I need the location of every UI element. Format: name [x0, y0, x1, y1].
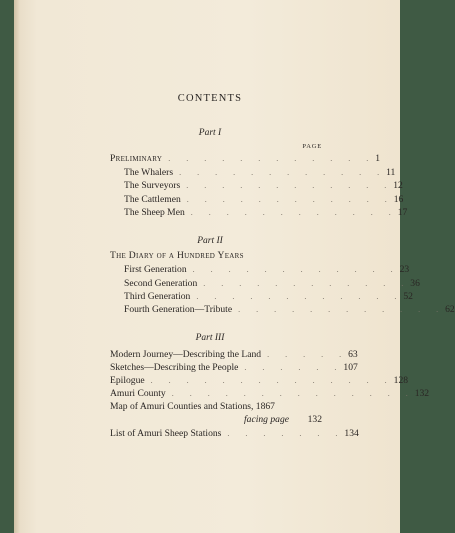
toc-entry-page: 128: [393, 375, 409, 386]
toc-entry-label: Fourth Generation—Tribute: [124, 304, 233, 315]
toc-entry: [124, 180, 403, 192]
toc-entry-label: The Surveyors: [124, 180, 181, 191]
toc-entry: [124, 304, 455, 316]
toc-entry-label: The Whalers: [124, 167, 174, 178]
toc-entry-page: 36: [410, 278, 420, 289]
part-heading: Part I: [198, 128, 222, 138]
toc-entry: [110, 153, 380, 165]
toc-entry-page: 11: [386, 167, 396, 178]
book-page: [14, 0, 455, 533]
page-column-header: PAGE: [302, 143, 322, 150]
toc-entry: [110, 362, 358, 374]
toc-entry-label: Epilogue: [110, 375, 145, 386]
toc-entry: [110, 388, 430, 400]
toc-entry: [124, 167, 396, 179]
toc-entry-label: Amuri County: [110, 388, 166, 399]
contents-page: [14, 0, 455, 533]
toc-entry: [124, 291, 413, 303]
toc-entry: [124, 207, 408, 219]
toc-entry-page: 132: [414, 388, 430, 399]
leader-dots: . . . . . . . . . . . .: [192, 265, 400, 274]
leader-dots: . . . . . . . . . . . . . .: [150, 376, 394, 385]
contents-title: CONTENTS: [177, 93, 243, 104]
toc-entry-label: Third Generation: [124, 291, 191, 302]
leader-dots: . . . . . . . . . . . .: [168, 154, 376, 163]
toc-entry-label: Preliminary: [110, 153, 163, 164]
toc-entry-label: List of Amuri Sheep Stations: [110, 428, 222, 439]
toc-entry-facing: [244, 414, 322, 426]
toc-entry-label: The Cattlemen: [124, 194, 181, 205]
toc-entry-label: Map of Amuri Counties and Stations, 1867: [110, 401, 275, 412]
leader-dots: . . . . . . . . . . . .: [186, 195, 394, 204]
toc-entry-page: 63: [348, 349, 358, 360]
leader-dots: . . . . . . . . . . . .: [196, 292, 404, 301]
leader-dots: . . . . . .: [244, 363, 344, 372]
toc-entry-page: 62: [445, 304, 455, 315]
leader-dots: . . . . . . . . . . . .: [203, 279, 411, 288]
leader-dots: . . . . . . . . . . . .: [190, 208, 398, 217]
toc-entry: [110, 375, 409, 387]
toc-entry-label: Second Generation: [124, 278, 198, 289]
toc-entry-label: Sketches—Describing the People: [110, 362, 239, 373]
toc-entry-label: Modern Journey—Describing the Land: [110, 349, 262, 360]
toc-entry-page: 132: [307, 414, 322, 425]
leader-dots: . . . . . . . . . . . .: [186, 181, 394, 190]
toc-entry-page: 12: [393, 180, 403, 191]
leader-dots: . . . . . . . . . . . .: [179, 168, 387, 177]
toc-entry-label: First Generation: [124, 264, 187, 275]
toc-entry-page: 134: [344, 428, 359, 439]
toc-entry-page: 16: [393, 194, 404, 205]
toc-entry: [124, 278, 420, 290]
part-heading: Part III: [195, 333, 225, 343]
part-heading: Part II: [197, 236, 223, 246]
toc-entry-label: The Sheep Men: [124, 207, 185, 218]
toc-entry: [110, 401, 322, 413]
toc-entry: [124, 264, 410, 276]
toc-entry-page: 23: [399, 264, 410, 275]
toc-entry-page: 52: [403, 291, 413, 302]
leader-dots: . . . . .: [267, 350, 349, 359]
toc-entry: [110, 250, 322, 262]
toc-entry-page: 1: [375, 153, 380, 164]
leader-dots: . . . . . . .: [227, 429, 345, 438]
toc-entry-label: The Diary of a Hundred Years: [110, 250, 244, 261]
toc-entry-page: 107: [343, 362, 358, 373]
toc-entry-label: facing page: [244, 414, 290, 425]
toc-entry: [110, 428, 359, 440]
leader-dots: . . . . . . . . . . . . . .: [171, 389, 415, 398]
toc-entry: [124, 194, 404, 206]
toc-entry-page: 17: [397, 207, 408, 218]
toc-entry: [110, 349, 358, 361]
leader-dots: . . . . . . . . . . . .: [238, 305, 446, 314]
